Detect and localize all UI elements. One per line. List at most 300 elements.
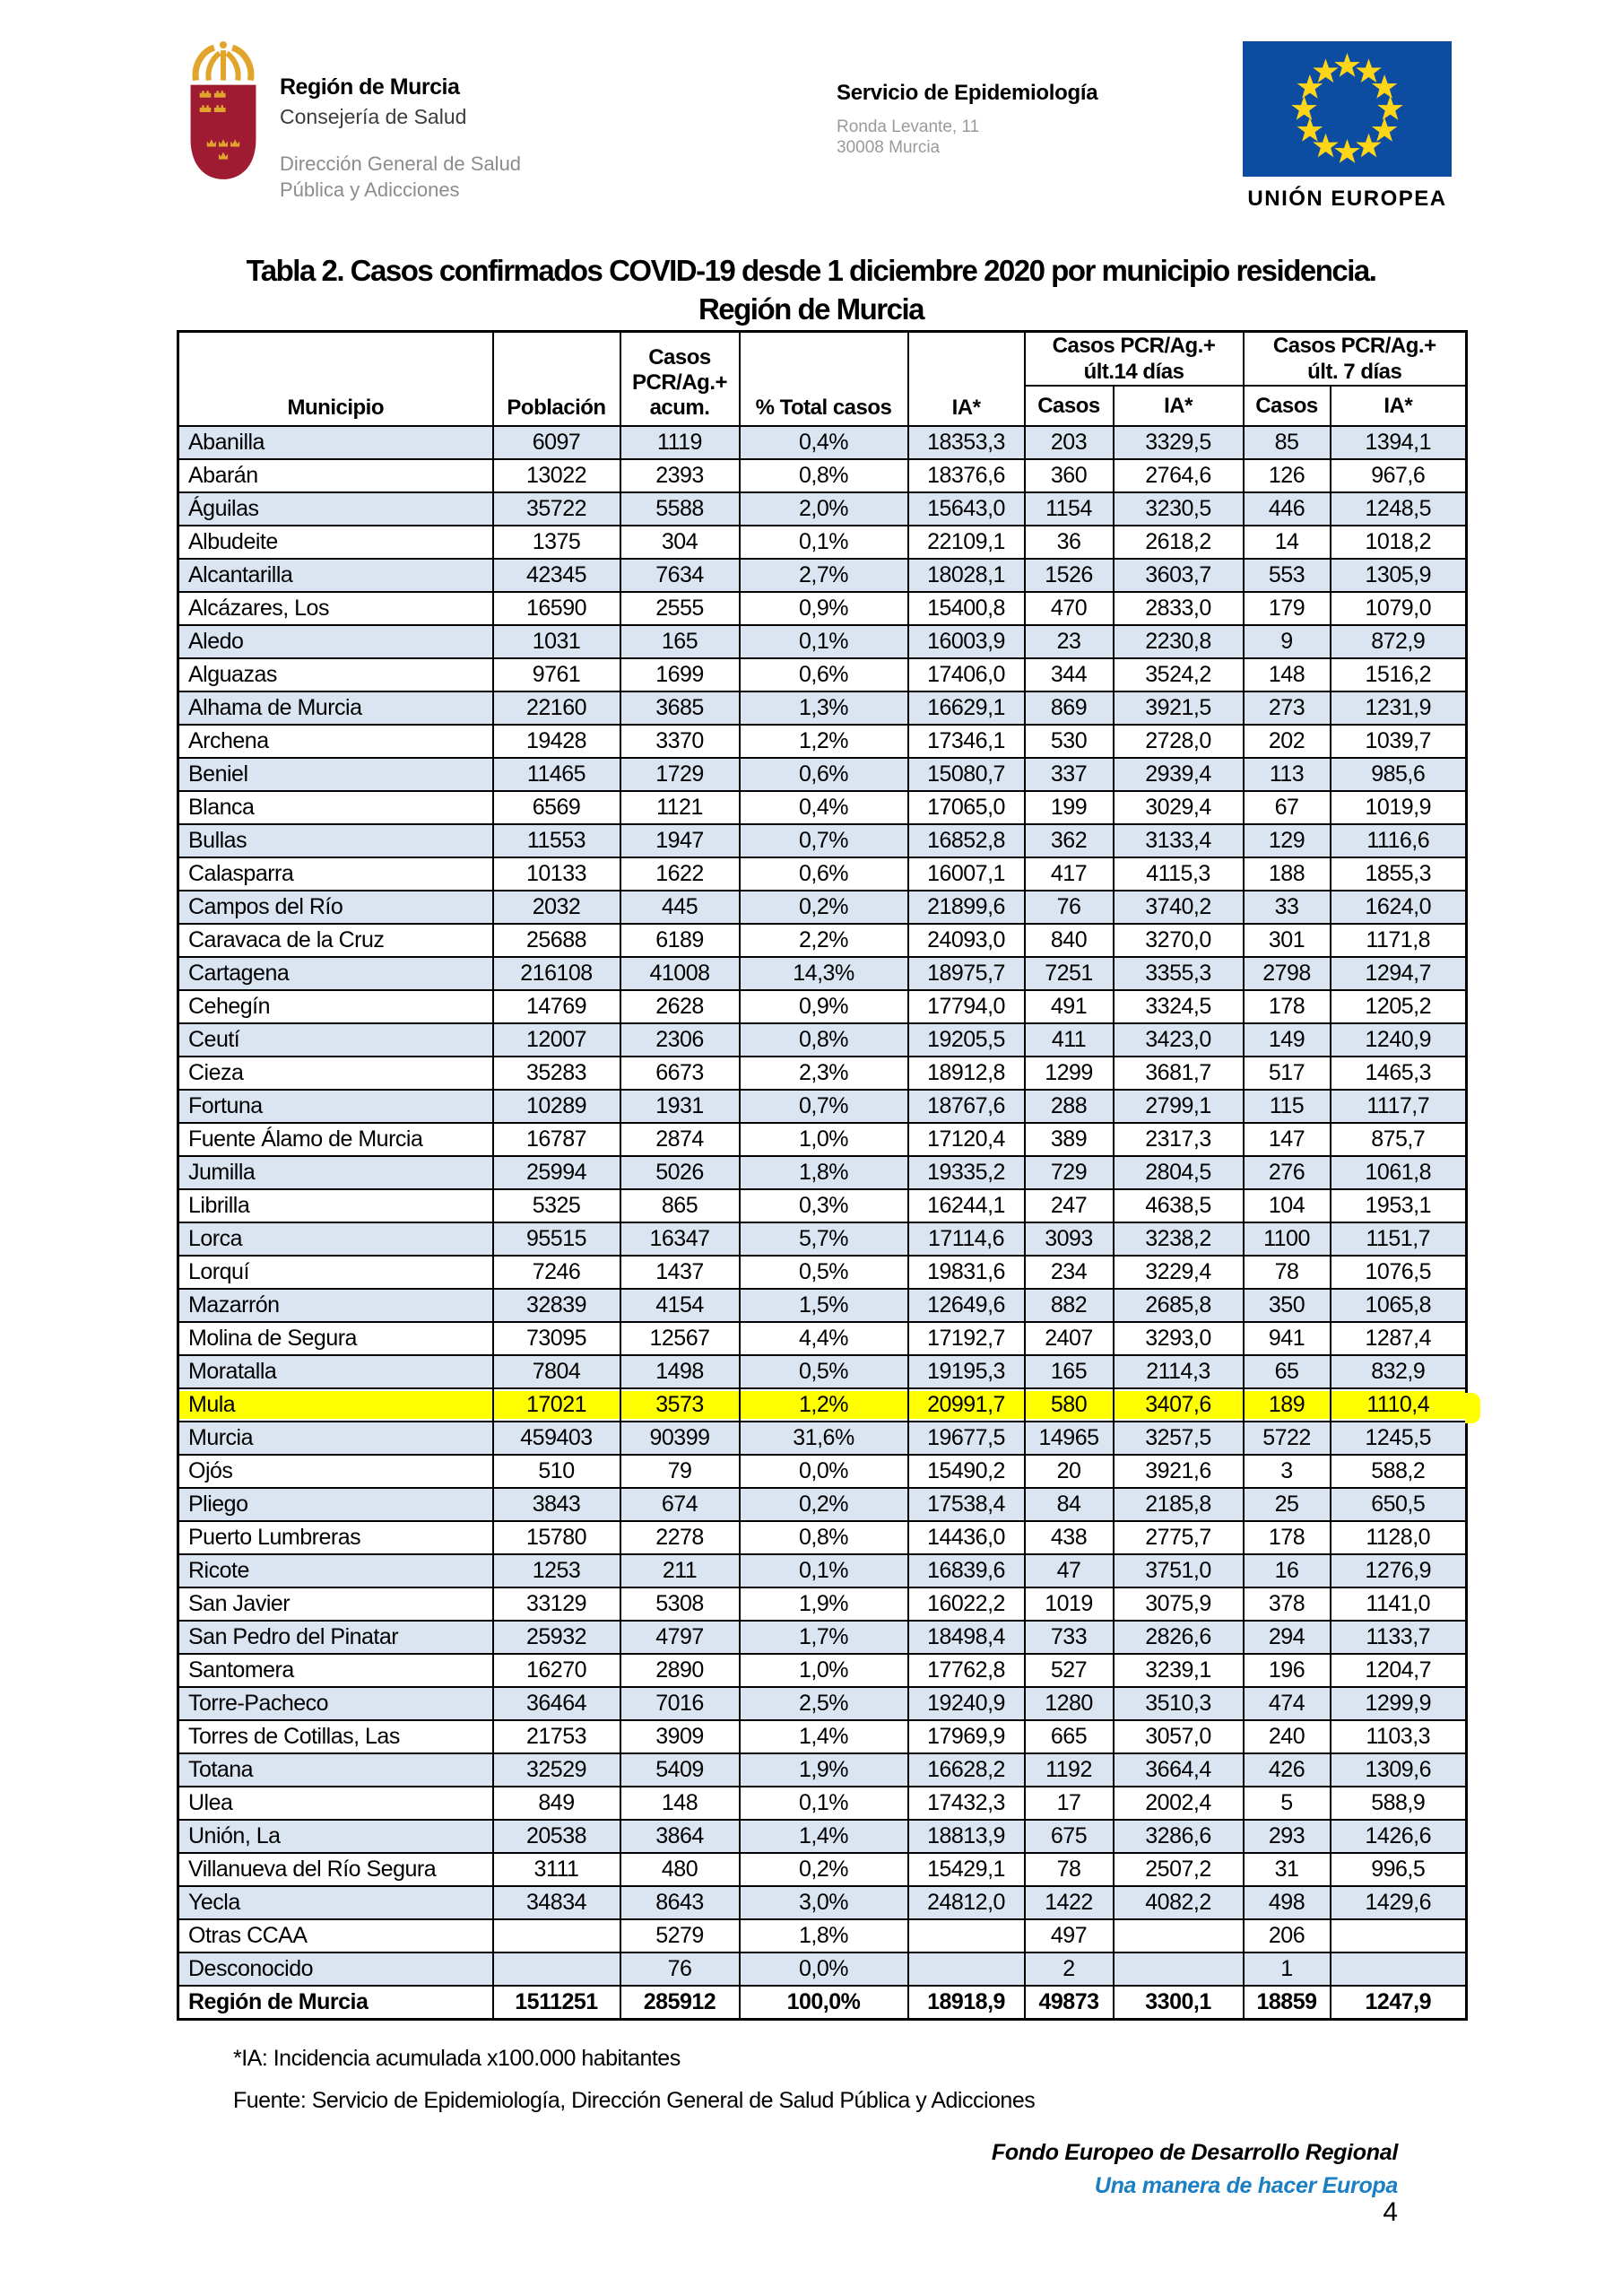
value-cell: 3329,5 <box>1114 426 1244 459</box>
value-cell: 2306 <box>620 1023 740 1057</box>
value-cell: 2775,7 <box>1114 1521 1244 1554</box>
value-cell: 1422 <box>1025 1886 1114 1919</box>
municipality-cell: Cieza <box>178 1057 493 1090</box>
municipality-cell: Unión, La <box>178 1820 493 1853</box>
value-cell: 3681,7 <box>1114 1057 1244 1090</box>
footer-funding-line1: Fondo Europeo de Desarrollo Regional <box>991 2140 1398 2165</box>
murcia-org-title: Región de Murcia <box>280 74 460 100</box>
municipality-cell: Ojós <box>178 1455 493 1488</box>
value-cell: 1947 <box>620 824 740 857</box>
value-cell: 7016 <box>620 1687 740 1720</box>
table-row <box>178 559 1467 592</box>
value-cell: 1103,3 <box>1331 1720 1467 1753</box>
municipality-cell: Campos del Río <box>178 891 493 924</box>
municipality-cell: Blanca <box>178 791 493 824</box>
service-block <box>837 81 1097 158</box>
value-cell: 1,8% <box>740 1919 908 1952</box>
value-cell: 25 <box>1244 1488 1331 1521</box>
value-cell <box>493 1952 620 1986</box>
value-cell: 78 <box>1025 1853 1114 1886</box>
value-cell: 7804 <box>493 1355 620 1388</box>
table-row <box>178 725 1467 758</box>
municipality-cell: Lorquí <box>178 1256 493 1289</box>
value-cell: 18028,1 <box>908 559 1025 592</box>
value-cell: 2185,8 <box>1114 1488 1244 1521</box>
value-cell: 0,6% <box>740 857 908 891</box>
value-cell: 362 <box>1025 824 1114 857</box>
value-cell: 3524,2 <box>1114 658 1244 691</box>
table-row <box>178 1753 1467 1787</box>
value-cell: 3423,0 <box>1114 1023 1244 1057</box>
value-cell: 15400,8 <box>908 592 1025 625</box>
value-cell: 16270 <box>493 1654 620 1687</box>
value-cell: 1133,7 <box>1331 1621 1467 1654</box>
value-cell <box>908 1919 1025 1952</box>
value-cell: 0,6% <box>740 758 908 791</box>
value-cell: 188 <box>1244 857 1331 891</box>
table-row <box>178 1156 1467 1189</box>
value-cell: 1526 <box>1025 559 1114 592</box>
value-cell: 17114,6 <box>908 1222 1025 1256</box>
table-row <box>178 1521 1467 1554</box>
table-row <box>178 1355 1467 1388</box>
value-cell <box>1331 1919 1467 1952</box>
page-number: 4 <box>1383 2197 1398 2227</box>
value-cell: 14769 <box>493 990 620 1023</box>
footer-funding-line2: Una manera de hacer Europa <box>1094 2173 1398 2198</box>
value-cell: 90399 <box>620 1422 740 1455</box>
value-cell: 32839 <box>493 1289 620 1322</box>
value-cell: 4154 <box>620 1289 740 1322</box>
municipality-cell: Villanueva del Río Segura <box>178 1853 493 1886</box>
value-cell: 3685 <box>620 691 740 725</box>
value-cell: 2032 <box>493 891 620 924</box>
value-cell: 189 <box>1244 1388 1331 1422</box>
value-cell: 1,9% <box>740 1587 908 1621</box>
value-cell: 2114,3 <box>1114 1355 1244 1388</box>
value-cell: 17794,0 <box>908 990 1025 1023</box>
value-cell: 1437 <box>620 1256 740 1289</box>
value-cell: 3751,0 <box>1114 1554 1244 1587</box>
value-cell: 378 <box>1244 1587 1331 1621</box>
value-cell: 12007 <box>493 1023 620 1057</box>
value-cell: 19240,9 <box>908 1687 1025 1720</box>
municipality-cell: Ricote <box>178 1554 493 1587</box>
table-row <box>178 1919 1467 1952</box>
municipality-cell: Ulea <box>178 1787 493 1820</box>
value-cell: 1116,6 <box>1331 824 1467 857</box>
table-row <box>178 526 1467 559</box>
value-cell: 497 <box>1025 1919 1114 1952</box>
value-cell: 1018,2 <box>1331 526 1467 559</box>
value-cell: 875,7 <box>1331 1123 1467 1156</box>
value-cell: 1394,1 <box>1331 426 1467 459</box>
value-cell: 16852,8 <box>908 824 1025 857</box>
table-row <box>178 1455 1467 1488</box>
value-cell: 869 <box>1025 691 1114 725</box>
value-cell: 73095 <box>493 1322 620 1355</box>
value-cell: 1231,9 <box>1331 691 1467 725</box>
value-cell: 865 <box>620 1189 740 1222</box>
table-row <box>178 625 1467 658</box>
value-cell: 1117,7 <box>1331 1090 1467 1123</box>
value-cell: 1,2% <box>740 1388 908 1422</box>
municipality-cell: Desconocido <box>178 1952 493 1986</box>
value-cell: 1061,8 <box>1331 1156 1467 1189</box>
value-cell: 16590 <box>493 592 620 625</box>
value-cell: 16007,1 <box>908 857 1025 891</box>
value-cell: 76 <box>1025 891 1114 924</box>
value-cell: 19205,5 <box>908 1023 1025 1057</box>
table-row <box>178 1057 1467 1090</box>
service-address <box>837 117 1097 158</box>
table-row <box>178 1720 1467 1753</box>
value-cell: 3293,0 <box>1114 1322 1244 1355</box>
value-cell: 2798 <box>1244 957 1331 990</box>
value-cell: 3093 <box>1025 1222 1114 1256</box>
value-cell: 1240,9 <box>1331 1023 1467 1057</box>
value-cell: 337 <box>1025 758 1114 791</box>
value-cell: 1076,5 <box>1331 1256 1467 1289</box>
table-row <box>178 857 1467 891</box>
value-cell: 148 <box>1244 658 1331 691</box>
table-row <box>178 1222 1467 1256</box>
value-cell: 3603,7 <box>1114 559 1244 592</box>
value-cell: 65 <box>1244 1355 1331 1388</box>
value-cell: 3075,9 <box>1114 1587 1244 1621</box>
value-cell: 15780 <box>493 1521 620 1554</box>
value-cell: 49873 <box>1025 1986 1114 2019</box>
value-cell: 4,4% <box>740 1322 908 1355</box>
municipality-cell: Archena <box>178 725 493 758</box>
value-cell: 849 <box>493 1787 620 1820</box>
value-cell: 527 <box>1025 1654 1114 1687</box>
value-cell: 1931 <box>620 1090 740 1123</box>
value-cell: 3864 <box>620 1820 740 1853</box>
value-cell: 1245,5 <box>1331 1422 1467 1455</box>
value-cell: 19335,2 <box>908 1156 1025 1189</box>
value-cell: 996,5 <box>1331 1853 1467 1886</box>
value-cell: 15490,2 <box>908 1455 1025 1488</box>
value-cell: 288 <box>1025 1090 1114 1123</box>
value-cell: 0,0% <box>740 1455 908 1488</box>
value-cell: 19428 <box>493 725 620 758</box>
value-cell: 3257,5 <box>1114 1422 1244 1455</box>
value-cell: 1299 <box>1025 1057 1114 1090</box>
value-cell: 0,1% <box>740 1554 908 1587</box>
value-cell: 0,4% <box>740 791 908 824</box>
value-cell: 0,6% <box>740 658 908 691</box>
value-cell: 16347 <box>620 1222 740 1256</box>
document-title <box>0 251 1622 328</box>
municipality-cell: Otras CCAA <box>178 1919 493 1952</box>
municipality-cell: Ceutí <box>178 1023 493 1057</box>
value-cell: 25932 <box>493 1621 620 1654</box>
value-cell: 459403 <box>493 1422 620 1455</box>
table-body <box>178 426 1467 2019</box>
value-cell: 0,5% <box>740 1355 908 1388</box>
value-cell: 17432,3 <box>908 1787 1025 1820</box>
value-cell: 16244,1 <box>908 1189 1025 1222</box>
municipality-cell: Santomera <box>178 1654 493 1687</box>
value-cell: 3230,5 <box>1114 492 1244 526</box>
value-cell: 1,8% <box>740 1156 908 1189</box>
value-cell: 20 <box>1025 1455 1114 1488</box>
col-subheader-ia-14: IA* <box>1114 386 1244 426</box>
value-cell: 25994 <box>493 1156 620 1189</box>
value-cell: 2939,4 <box>1114 758 1244 791</box>
value-cell: 675 <box>1025 1820 1114 1853</box>
value-cell: 1019 <box>1025 1587 1114 1621</box>
value-cell: 3229,4 <box>1114 1256 1244 1289</box>
murcia-department-line1: Dirección General de Salud <box>280 152 522 175</box>
municipality-cell: Fuente Álamo de Murcia <box>178 1123 493 1156</box>
value-cell: 16628,2 <box>908 1753 1025 1787</box>
value-cell: 179 <box>1244 592 1331 625</box>
value-cell: 104 <box>1244 1189 1331 1222</box>
municipality-cell: Cartagena <box>178 957 493 990</box>
value-cell: 11465 <box>493 758 620 791</box>
value-cell: 17762,8 <box>908 1654 1025 1687</box>
value-cell: 18767,6 <box>908 1090 1025 1123</box>
municipality-cell: Librilla <box>178 1189 493 1222</box>
value-cell: 7251 <box>1025 957 1114 990</box>
municipality-cell: Murcia <box>178 1422 493 1455</box>
value-cell: 2317,3 <box>1114 1123 1244 1156</box>
value-cell: 2 <box>1025 1952 1114 1986</box>
value-cell: 1 <box>1244 1952 1331 1986</box>
value-cell: 18975,7 <box>908 957 1025 990</box>
table-row <box>178 1986 1467 2019</box>
value-cell: 14 <box>1244 526 1331 559</box>
value-cell: 2507,2 <box>1114 1853 1244 1886</box>
value-cell: 35722 <box>493 492 620 526</box>
value-cell: 2890 <box>620 1654 740 1687</box>
value-cell: 67 <box>1244 791 1331 824</box>
municipality-cell: Cehegín <box>178 990 493 1023</box>
value-cell: 17969,9 <box>908 1720 1025 1753</box>
value-cell: 5325 <box>493 1189 620 1222</box>
value-cell: 147 <box>1244 1123 1331 1156</box>
value-cell: 36464 <box>493 1687 620 1720</box>
value-cell <box>493 1919 620 1952</box>
value-cell: 301 <box>1244 924 1331 957</box>
value-cell: 17538,4 <box>908 1488 1025 1521</box>
value-cell: 1,9% <box>740 1753 908 1787</box>
municipality-cell: Jumilla <box>178 1156 493 1189</box>
value-cell: 165 <box>1025 1355 1114 1388</box>
value-cell: 360 <box>1025 459 1114 492</box>
value-cell: 446 <box>1244 492 1331 526</box>
value-cell: 129 <box>1244 824 1331 857</box>
value-cell: 3407,6 <box>1114 1388 1244 1422</box>
value-cell: 2555 <box>620 592 740 625</box>
value-cell: 13022 <box>493 459 620 492</box>
value-cell: 1,2% <box>740 725 908 758</box>
footnotes <box>233 2038 1035 2122</box>
value-cell: 2874 <box>620 1123 740 1156</box>
municipality-cell: Región de Murcia <box>178 1986 493 2019</box>
value-cell: 389 <box>1025 1123 1114 1156</box>
value-cell: 16629,1 <box>908 691 1025 725</box>
value-cell: 0,8% <box>740 1023 908 1057</box>
value-cell: 16022,2 <box>908 1587 1025 1621</box>
table-row <box>178 924 1467 957</box>
value-cell: 3573 <box>620 1388 740 1422</box>
value-cell: 588,2 <box>1331 1455 1467 1488</box>
municipality-cell: Puerto Lumbreras <box>178 1521 493 1554</box>
value-cell: 17 <box>1025 1787 1114 1820</box>
footer-funding <box>992 2136 1398 2203</box>
table-row <box>178 990 1467 1023</box>
value-cell: 206 <box>1244 1919 1331 1952</box>
value-cell: 33 <box>1244 891 1331 924</box>
value-cell: 1280 <box>1025 1687 1114 1720</box>
value-cell: 0,1% <box>740 526 908 559</box>
value-cell: 3843 <box>493 1488 620 1521</box>
value-cell: 1119 <box>620 426 740 459</box>
value-cell: 2230,8 <box>1114 625 1244 658</box>
value-cell: 1151,7 <box>1331 1222 1467 1256</box>
table-row <box>178 1886 1467 1919</box>
value-cell: 18376,6 <box>908 459 1025 492</box>
value-cell: 165 <box>620 625 740 658</box>
value-cell: 2826,6 <box>1114 1621 1244 1654</box>
value-cell: 1141,0 <box>1331 1587 1467 1621</box>
value-cell: 1,7% <box>740 1621 908 1654</box>
value-cell: 1287,4 <box>1331 1322 1467 1355</box>
municipality-cell: Abarán <box>178 459 493 492</box>
value-cell: 31 <box>1244 1853 1331 1886</box>
value-cell: 438 <box>1025 1521 1114 1554</box>
table-row <box>178 1654 1467 1687</box>
value-cell: 2,2% <box>740 924 908 957</box>
municipality-cell: Caravaca de la Cruz <box>178 924 493 957</box>
value-cell: 3238,2 <box>1114 1222 1244 1256</box>
value-cell: 6189 <box>620 924 740 957</box>
value-cell: 285912 <box>620 1986 740 2019</box>
table-row <box>178 791 1467 824</box>
value-cell: 115 <box>1244 1090 1331 1123</box>
value-cell: 0,7% <box>740 1090 908 1123</box>
murcia-org-subtitle: Consejería de Salud <box>280 105 467 128</box>
value-cell: 202 <box>1244 725 1331 758</box>
table-row <box>178 1422 1467 1455</box>
municipality-cell: Abanilla <box>178 426 493 459</box>
col-subheader-casos-14: Casos <box>1025 386 1114 426</box>
value-cell: 1299,9 <box>1331 1687 1467 1720</box>
table-row <box>178 658 1467 691</box>
value-cell: 1,0% <box>740 1654 908 1687</box>
value-cell: 0,5% <box>740 1256 908 1289</box>
value-cell: 1031 <box>493 625 620 658</box>
value-cell: 729 <box>1025 1156 1114 1189</box>
municipality-cell: Alhama de Murcia <box>178 691 493 725</box>
eu-flag-icon <box>1243 41 1452 177</box>
table-row <box>178 1090 1467 1123</box>
table-row <box>178 1554 1467 1587</box>
value-cell: 2,5% <box>740 1687 908 1720</box>
document-title-line1: Tabla 2. Casos confirmados COVID-19 desde 1 diciembre 2020 por municipio residencia. <box>246 254 1376 287</box>
value-cell: 6569 <box>493 791 620 824</box>
value-cell: 2799,1 <box>1114 1090 1244 1123</box>
value-cell: 967,6 <box>1331 459 1467 492</box>
value-cell: 0,0% <box>740 1952 908 1986</box>
value-cell: 1622 <box>620 857 740 891</box>
table-row <box>178 1322 1467 1355</box>
value-cell: 16839,6 <box>908 1554 1025 1587</box>
value-cell: 1429,6 <box>1331 1886 1467 1919</box>
col-subheader-ia-7: IA* <box>1331 386 1467 426</box>
value-cell: 19677,5 <box>908 1422 1025 1455</box>
value-cell: 1305,9 <box>1331 559 1467 592</box>
value-cell: 474 <box>1244 1687 1331 1720</box>
value-cell <box>908 1952 1025 1986</box>
value-cell: 85 <box>1244 426 1331 459</box>
value-cell: 344 <box>1025 658 1114 691</box>
value-cell: 1247,9 <box>1331 1986 1467 2019</box>
value-cell: 3921,6 <box>1114 1455 1244 1488</box>
municipality-cell: Lorca <box>178 1222 493 1256</box>
value-cell: 5588 <box>620 492 740 526</box>
value-cell: 15080,7 <box>908 758 1025 791</box>
value-cell: 7634 <box>620 559 740 592</box>
value-cell: 1,5% <box>740 1289 908 1322</box>
value-cell: 1309,6 <box>1331 1753 1467 1787</box>
value-cell: 3 <box>1244 1455 1331 1488</box>
value-cell: 33129 <box>493 1587 620 1621</box>
value-cell: 273 <box>1244 691 1331 725</box>
table-row <box>178 957 1467 990</box>
municipality-cell: Mula <box>178 1388 493 1422</box>
value-cell: 1729 <box>620 758 740 791</box>
value-cell: 293 <box>1244 1820 1331 1853</box>
service-address-line2: 30008 Murcia <box>837 138 941 157</box>
value-cell: 126 <box>1244 459 1331 492</box>
value-cell: 178 <box>1244 1521 1331 1554</box>
value-cell: 0,2% <box>740 1853 908 1886</box>
value-cell: 17346,1 <box>908 725 1025 758</box>
value-cell: 211 <box>620 1554 740 1587</box>
municipality-cell: Yecla <box>178 1886 493 1919</box>
value-cell: 304 <box>620 526 740 559</box>
value-cell: 1205,2 <box>1331 990 1467 1023</box>
value-cell: 480 <box>620 1853 740 1886</box>
table-row <box>178 758 1467 791</box>
value-cell: 3286,6 <box>1114 1820 1244 1853</box>
value-cell: 3300,1 <box>1114 1986 1244 2019</box>
value-cell: 350 <box>1244 1289 1331 1322</box>
value-cell: 0,8% <box>740 459 908 492</box>
value-cell: 1204,7 <box>1331 1654 1467 1687</box>
value-cell: 6097 <box>493 426 620 459</box>
value-cell: 3029,4 <box>1114 791 1244 824</box>
value-cell: 5308 <box>620 1587 740 1621</box>
value-cell: 12649,6 <box>908 1289 1025 1322</box>
value-cell: 5026 <box>620 1156 740 1189</box>
value-cell: 203 <box>1025 426 1114 459</box>
value-cell: 3510,3 <box>1114 1687 1244 1720</box>
value-cell: 5,7% <box>740 1222 908 1256</box>
municipality-cell: Torre-Pacheco <box>178 1687 493 1720</box>
value-cell: 1079,0 <box>1331 592 1467 625</box>
value-cell: 580 <box>1025 1388 1114 1422</box>
table-row <box>178 1621 1467 1654</box>
table-header <box>178 332 1467 427</box>
value-cell: 22109,1 <box>908 526 1025 559</box>
value-cell: 1699 <box>620 658 740 691</box>
value-cell: 3239,1 <box>1114 1654 1244 1687</box>
